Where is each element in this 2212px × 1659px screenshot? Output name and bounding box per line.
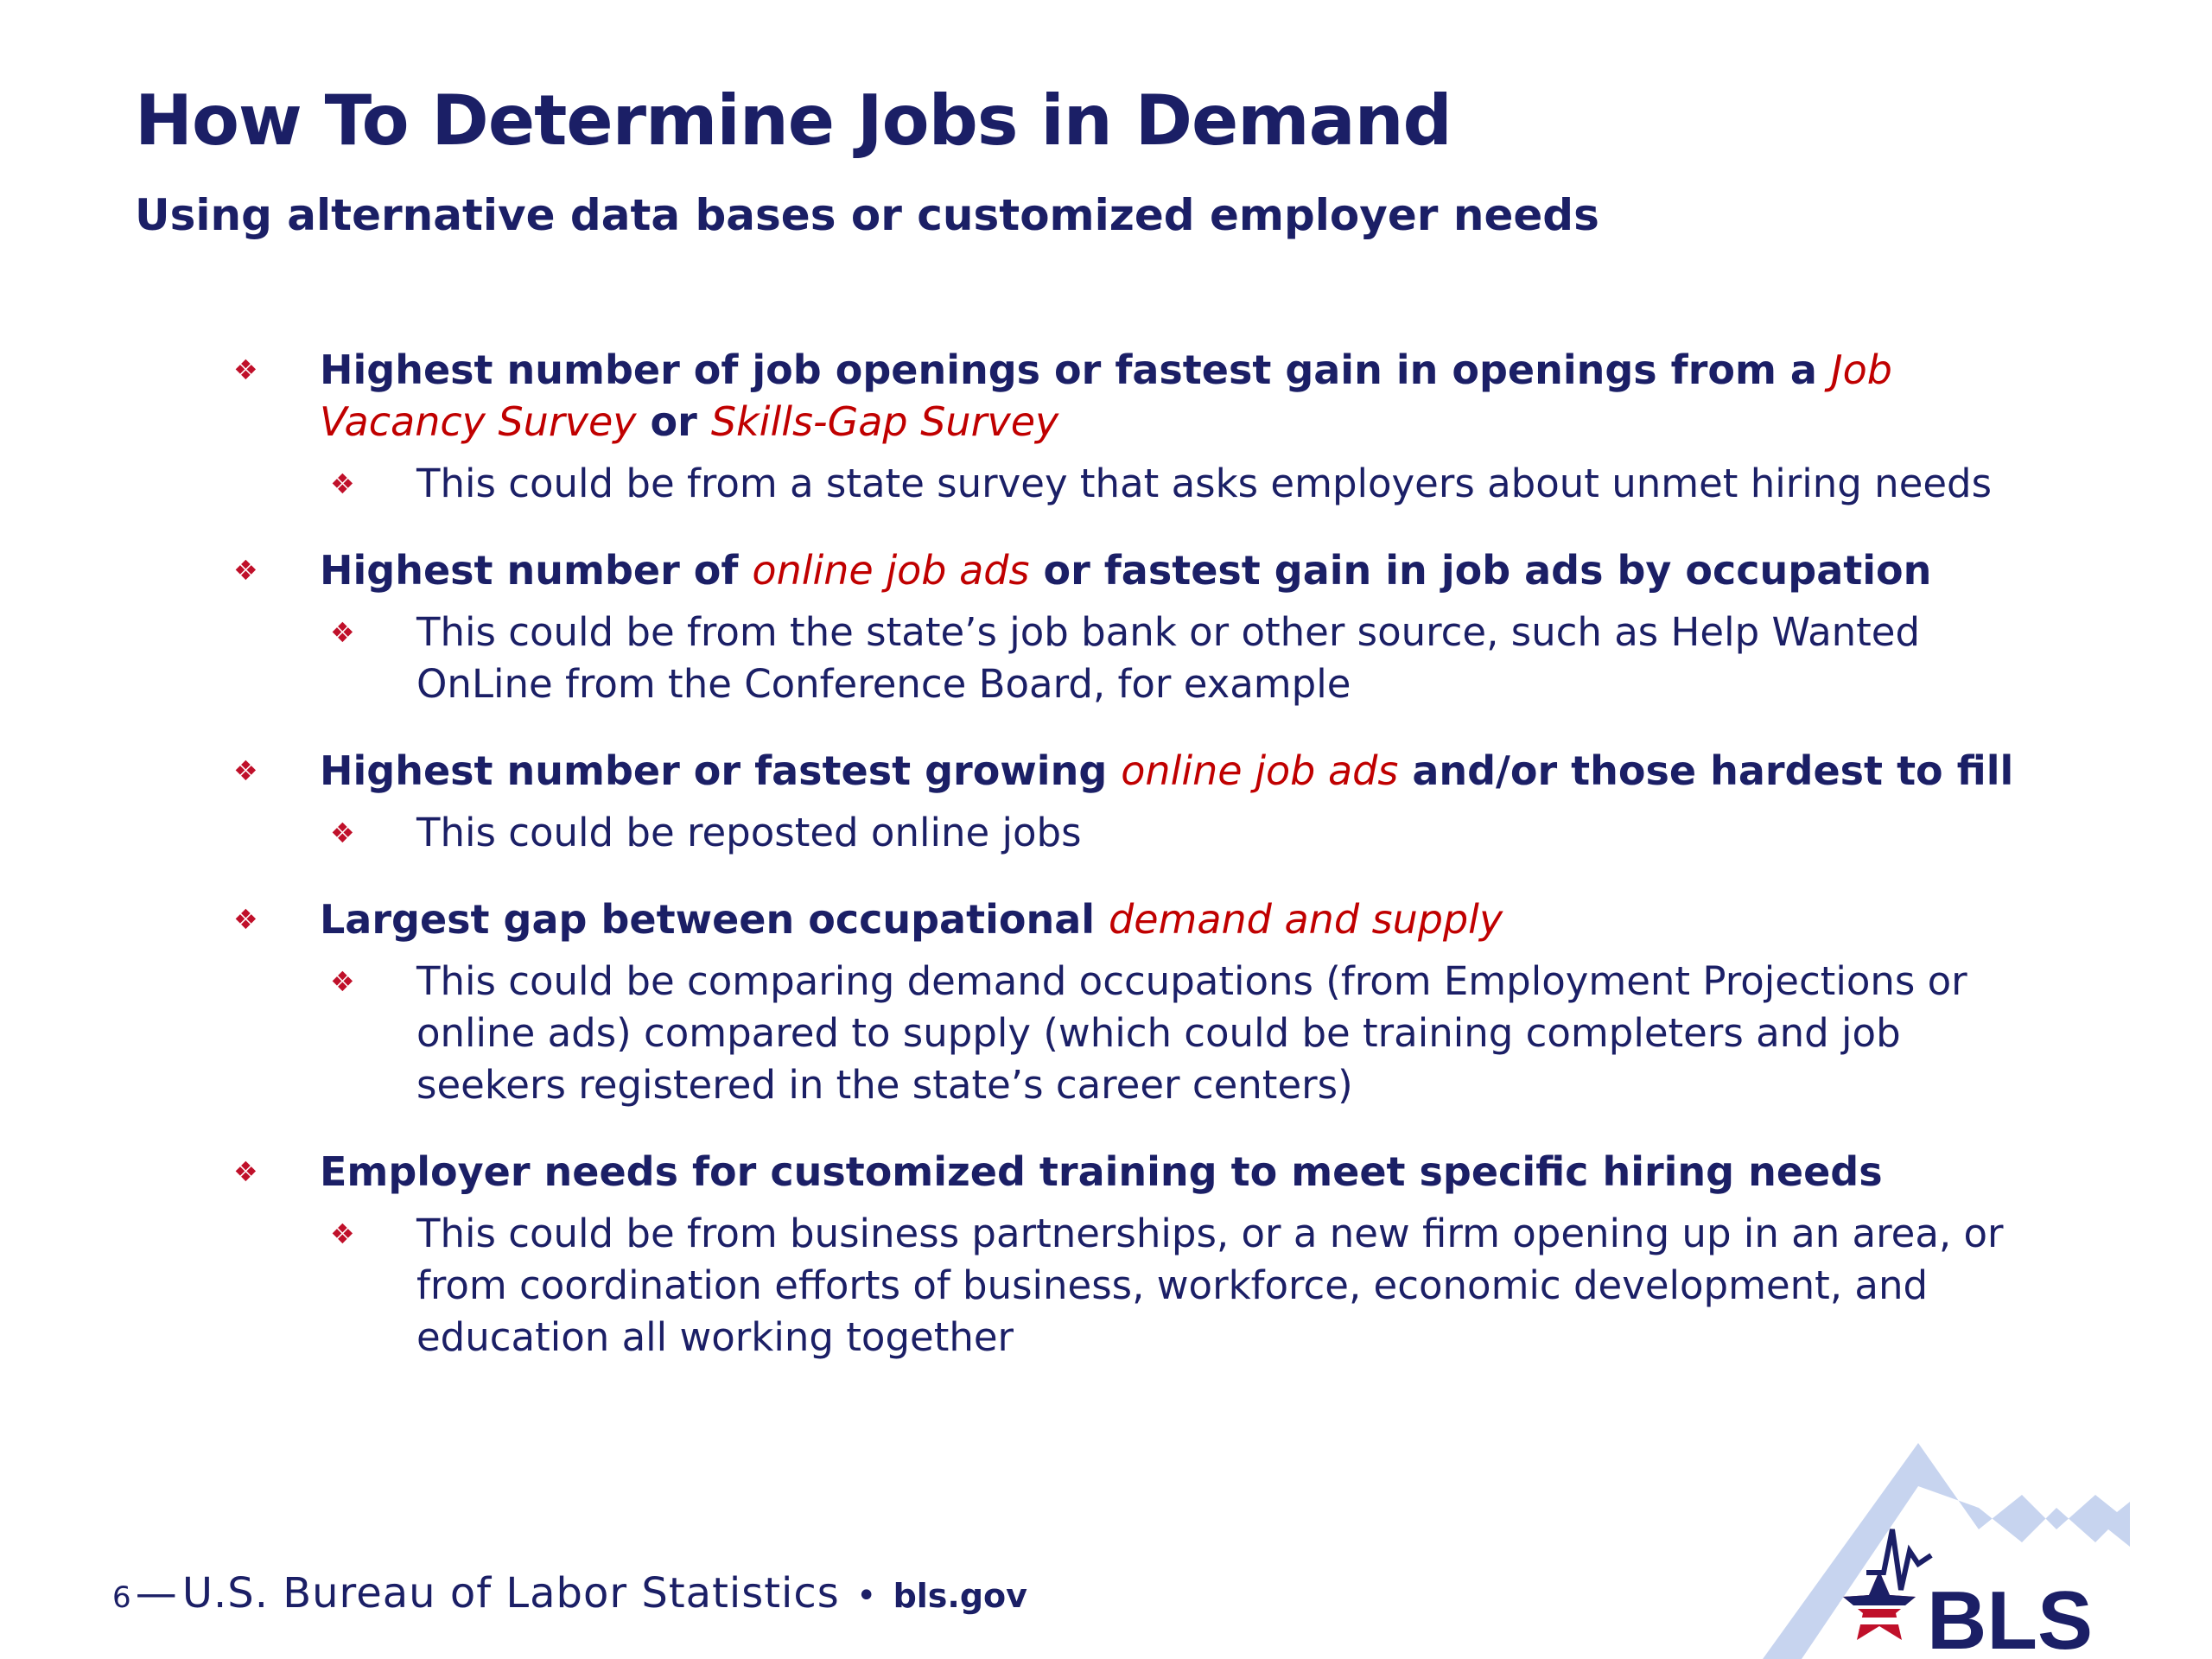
bullet-item — [233, 745, 2031, 859]
diamond-bullet-icon: ❖ — [330, 1217, 355, 1250]
footer-org-name: U.S. Bureau of Labor Statistics — [181, 1569, 840, 1618]
diamond-bullet-icon: ❖ — [330, 467, 355, 500]
bullet-text: Highest number of job openings or fastest gain in openings from a — [320, 346, 1831, 393]
bullet-text: Largest gap between occupational — [320, 896, 1109, 943]
bullet-text: Highest number of — [320, 547, 753, 594]
sub-bullet-text: This could be comparing demand occupations (from Employment Projections or online ads) compared to supply (which could be training completers and job seekers registered in the state’s career centers) — [416, 958, 1967, 1108]
bullet-emphasis: demand and supply — [1109, 896, 1503, 943]
bullet-item — [233, 344, 2031, 510]
diamond-bullet-icon: ❖ — [330, 965, 355, 998]
bullet-heading — [233, 544, 2031, 596]
diamond-bullet-icon: ❖ — [330, 817, 355, 849]
bullet-text: and/or those hardest to fill — [1398, 747, 2014, 794]
diamond-bullet-icon: ❖ — [233, 754, 258, 787]
bullet-heading — [233, 745, 2031, 797]
diamond-bullet-icon: ❖ — [233, 353, 258, 386]
sub-bullet — [233, 807, 2031, 859]
sub-bullet-text: This could be from business partnerships, or a new firm opening up in an area, or from coordination efforts of business, workforce, economic development, and education all working together — [416, 1211, 2004, 1360]
bullet-text: or fastest gain in job ads by occupation — [1029, 547, 1932, 594]
bullet-heading — [233, 893, 2031, 945]
sub-bullet — [233, 1208, 2031, 1363]
sub-bullet — [233, 607, 2031, 710]
bullet-emphasis: online job ads — [752, 547, 1030, 594]
sub-bullet-text: This could be from the state’s job bank or other source, such as Help Wanted OnLine from the Conference Board, for example — [416, 609, 1921, 707]
bullet-emphasis: online job ads — [1121, 747, 1399, 794]
sub-bullet — [233, 956, 2031, 1111]
bullet-item — [233, 544, 2031, 710]
footer-separator: • — [855, 1576, 877, 1616]
slide-subtitle: Using alternative data bases or customized employer needs — [135, 190, 1599, 240]
page-number: 6 — [112, 1580, 131, 1615]
footer-dash: — — [135, 1569, 178, 1618]
sub-bullet-text: This could be from a state survey that asks employers about unmet hiring needs — [416, 461, 1993, 506]
logo-wordmark: BLS — [1927, 1574, 2093, 1659]
slide-title: How To Determine Jobs in Demand — [135, 80, 1452, 161]
bullet-item — [233, 893, 2031, 1111]
diamond-bullet-icon: ❖ — [330, 616, 355, 649]
diamond-bullet-icon: ❖ — [233, 1155, 258, 1188]
bullet-item — [233, 1146, 2031, 1363]
sub-bullet — [233, 458, 2031, 510]
bullet-text: Employer needs for customized training to meet specific hiring needs — [320, 1148, 1883, 1195]
bullet-emphasis: Job Vacancy Survey — [320, 346, 1892, 445]
diamond-bullet-icon: ❖ — [233, 554, 258, 587]
footer — [112, 1569, 1027, 1618]
footer-site-link[interactable]: bls.gov — [893, 1577, 1027, 1615]
bullet-text: Highest number or fastest growing — [320, 747, 1122, 794]
bls-logo-icon — [1763, 1434, 2212, 1659]
bullet-list — [233, 344, 2031, 1363]
sub-bullet-text: This could be reposted online jobs — [416, 810, 1082, 855]
bullet-text: or — [636, 398, 711, 445]
bullet-heading — [233, 344, 2031, 448]
diamond-bullet-icon: ❖ — [233, 903, 258, 936]
bullet-heading — [233, 1146, 2031, 1198]
bullet-emphasis: Skills-Gap Survey — [710, 398, 1059, 445]
